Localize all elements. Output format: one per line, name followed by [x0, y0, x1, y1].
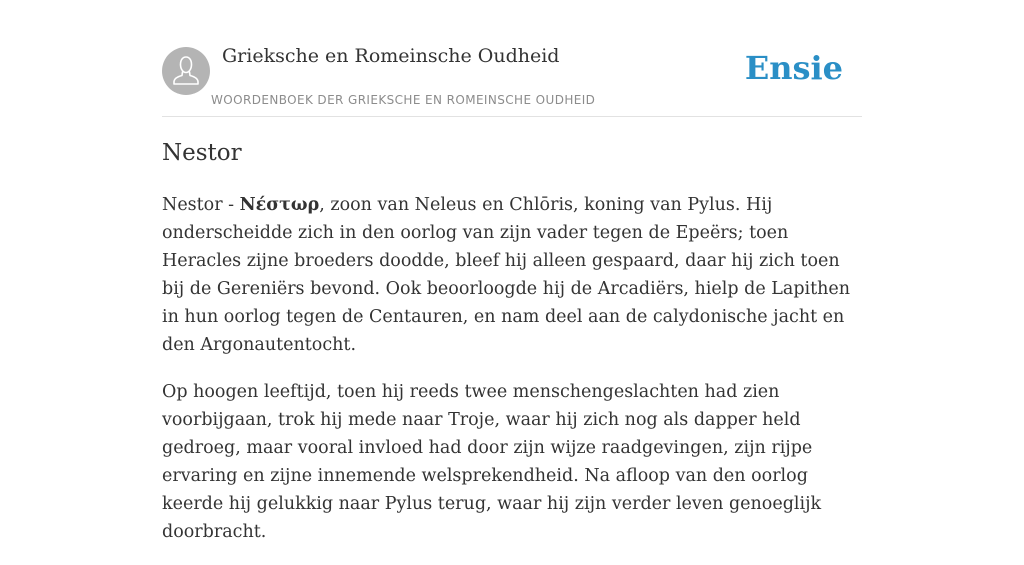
entry-paragraph-1-text: , zoon van Neleus en Chlōris, koning van Pylus. Hij onderscheidde zich in den oorlog van zijn vader tegen de Epeërs; toen Heracles zijne broeders doodde, bleef hij alleen gespaard, daar hij zich toen bij de Gereniërs bevond. Ook beoorloogde hij de Arcadiërs, hielp de Lapithen in hun oorlog tegen de Centauren, en nam deel aan de calydonische jacht en den Argonautentocht.	[162, 195, 851, 355]
entry-paragraph-2: Op hoogen leeftijd, toen hij reeds twee menschengeslachten had zien voorbijgaan, trok hij mede naar Troje, waar hij zich nog als dapper held gedroeg, maar vooral invloed had door zijn wijze raadgevingen, zijn rijpe ervaring en zijne innemende welsprekendheid. Na afloop van den oorlog keerde hij gelukkig naar Pylus terug, waar hij zijn verder leven genoeglijk doorbracht.	[162, 382, 822, 542]
source-title[interactable]: Grieksche en Romeinsche Oudheid	[222, 45, 560, 67]
avatar[interactable]	[162, 47, 210, 95]
user-silhouette-icon	[162, 47, 210, 95]
source-header	[162, 0, 862, 117]
ensie-logo[interactable]: Ensie	[744, 49, 843, 87]
page	[162, 0, 862, 542]
entry-title: Nestor	[162, 140, 242, 166]
entry-body	[162, 191, 862, 565]
greek-term: Νέστωρ	[239, 195, 320, 215]
source-subtitle: WOORDENBOEK DER GRIEKSCHE EN ROMEINSCHE OUDHEID	[211, 93, 596, 107]
entry-lead: Nestor -	[162, 195, 240, 215]
entry-paragraph-1	[162, 191, 862, 359]
